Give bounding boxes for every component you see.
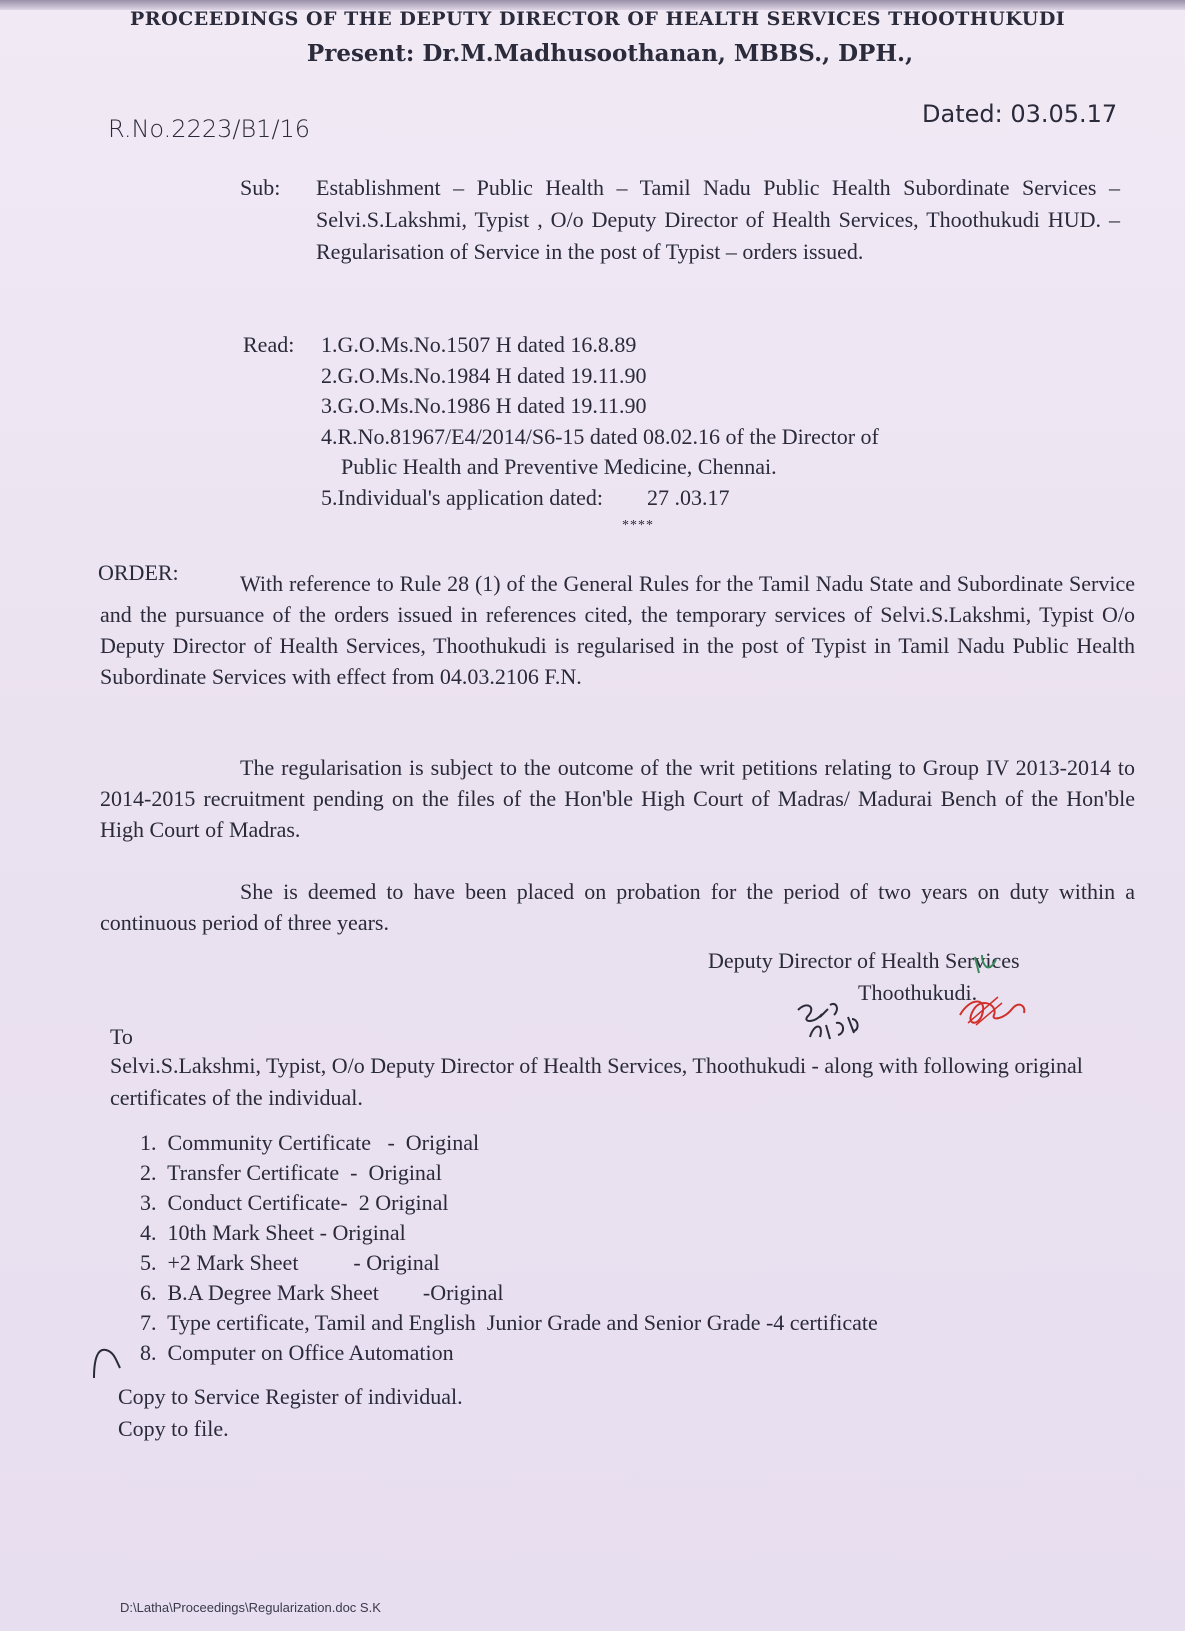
order-paragraph-3: She is deemed to have been placed on probation for the period of two years on duty within a continuous period of three years.	[100, 879, 1135, 935]
certificate-item: 4. 10th Mark Sheet - Original	[140, 1220, 406, 1245]
date-line: Dated: 03.05.17	[922, 100, 1118, 128]
certificates-list	[140, 1128, 878, 1368]
signatory-place: Thoothukudi.	[858, 980, 978, 1005]
signatory-title: Deputy Director of Health Services	[708, 948, 1020, 973]
certificate-item: 7. Type certificate, Tamil and English Junior Grade and Senior Grade -4 certificate	[140, 1310, 878, 1335]
copy-to-file: Copy to file.	[118, 1416, 229, 1441]
reference-item: Public Health and Preventive Medicine, Chennai.	[341, 454, 777, 479]
reference-item: 3.G.O.Ms.No.1986 H dated 19.11.90	[321, 393, 647, 418]
header-title: PROCEEDINGS OF THE DEPUTY DIRECTOR OF HEALTH SERVICES THOOTHUKUDI	[130, 8, 1066, 30]
references-list	[321, 330, 879, 513]
recipient-address: Selvi.S.Lakshmi, Typist, O/o Deputy Director of Health Services, Thoothukudi - along with following original certificates of the individual.	[110, 1053, 1083, 1110]
certificate-item: 3. Conduct Certificate- 2 Original	[140, 1190, 449, 1215]
separator-stars: ****	[622, 518, 654, 533]
certificate-item: 6. B.A Degree Mark Sheet -Original	[140, 1280, 504, 1305]
handwritten-bracket-mark	[88, 1338, 128, 1388]
read-label: Read:	[243, 332, 295, 357]
reference-item: 4.R.No.81967/E4/2014/S6-15 dated 08.02.16 of the Director of	[321, 423, 879, 449]
reference-item: 2.G.O.Ms.No.1984 H dated 19.11.90	[321, 362, 647, 388]
proceedings-header	[130, 8, 1090, 67]
copy-to-service-register: Copy to Service Register of individual.	[118, 1384, 463, 1409]
certificate-item: 1. Community Certificate - Original	[140, 1130, 480, 1155]
to-label: To	[110, 1024, 133, 1049]
handwritten-signature	[790, 945, 1090, 1055]
subject-text: Establishment – Public Health – Tamil Nadu Public Health Subordinate Services – Selvi.S.Lakshmi, Typist , O/o Deputy Director of Health Services, Thoothukudi HUD. – Regularisation of Service in the post of Typist – orders issued.	[316, 175, 1120, 264]
header-present: Present: Dr.M.Madhusoothanan, MBBS., DPH.,	[306, 40, 914, 67]
order-paragraph-1: With reference to Rule 28 (1) of the General Rules for the Tamil Nadu State and Subordinate Service and the pursuance of the orders issued in references cited, the temporary services of Selvi.S.Lakshmi, Typist O/o Deputy Director of Health Services, Thoothukudi is regularised in the post of Typist in Tamil Nadu Public Health Subordinate Services with effect from 04.03.2106 F.N.	[100, 571, 1135, 689]
order-paragraph-2: The regularisation is subject to the outcome of the writ petitions relating to Group IV 2013-2014 to 2014-2015 recruitment pending on the files of the Hon'ble High Court of Madras/ Madurai Bench of the Hon'ble High Court of Madras.	[100, 755, 1135, 842]
certificate-item: 8. Computer on Office Automation	[140, 1340, 454, 1365]
order-label: ORDER:	[98, 560, 179, 585]
subject-block	[240, 172, 1120, 268]
references-block	[243, 330, 1123, 513]
file-path-footer: D:\Latha\Proceedings\Regularization.doc S.K	[120, 1600, 381, 1615]
reference-item: 5.Individual's application dated: 27 .03.17	[321, 484, 730, 510]
reference-item: 1.G.O.Ms.No.1507 H dated 16.8.89	[321, 332, 637, 357]
reference-number: R.No.2223/B1/16	[108, 115, 311, 143]
subject-label: Sub:	[240, 175, 281, 200]
certificate-item: 5. +2 Mark Sheet - Original	[140, 1250, 440, 1275]
certificate-item: 2. Transfer Certificate - Original	[140, 1160, 442, 1185]
